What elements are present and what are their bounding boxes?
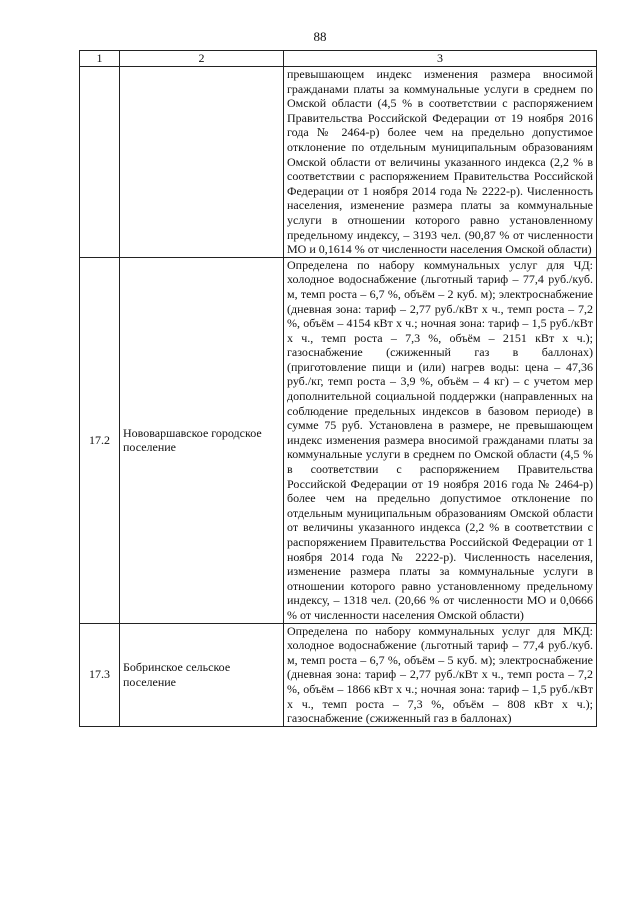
table-row <box>80 623 597 726</box>
table-header-row <box>80 51 597 67</box>
row-description-text: Определена по набору коммунальных услуг для МКД: холодное водоснабжение (льготный тариф – 77,4 руб./куб. м, темп роста – 6,7 %, объём – 5 куб. м); электроснабжение (дневная зона: тариф – 2,77 руб./кВт х ч., темп роста – 7,2 %, объём – 1866 кВт х ч.; ночная зона: тариф – 1,5 руб./кВт х ч., темп роста – 7,3 %, объём – 808 кВт х ч.); газоснабжение (сжиженный газ в баллонах) <box>287 623 593 726</box>
row-number <box>80 67 120 258</box>
table-row <box>80 67 597 258</box>
row-number: 17.2 <box>80 257 120 623</box>
column-header-text: 3 <box>284 51 597 67</box>
row-number: 17.3 <box>80 623 120 726</box>
row-description-text: Определена по набору коммунальных услуг для ЧД: холодное водоснабжение (льготный тариф – 77,4 руб./куб. м, темп роста – 6,7 %, объём – 2 куб. м); электроснабжение (дневная зона: тариф – 2,77 руб./кВт х ч., темп роста – 7,2 %, объём – 4154 кВт х ч.; ночная зона: тариф – 1,5 руб./кВт х ч., темп роста – 7,3 %, объём – 2151 кВт х ч.); газоснабжение (сжиженный газ в баллонах) (приготовление пищи и (или) нагрев воды: цена – 47,36 руб./кг, темп роста – 3,9 %, объём – 4 кг) – с учетом мер дополнительной социальной поддержки (направленных на соблюдение предельных индексов в базовом периоде) в сумме 75 руб. Установлена в размере, не превышающем индекс изменения размера вносимой гражданами платы за коммунальные услуги в среднем по Омской области (4,5 % в соответствии с распоряжением Правительства Российской Федерации от 19 ноября 2016 года № 2464-р) более чем на предельно допустимое отклонение по отдельным муниципальным образованиям Омской области от величины указанного индекса (2,2 % в соответствии с распоряжением Правительства Российской Федерации от 1 ноября 2014 года № 2222-р). Численность населения, изменение размера платы за коммунальные услуги в отношении которого равно установленному предельному индексу, – 1318 чел. (20,66 % от численности МО и 0,0666 % от численности населения Омской области) <box>287 257 593 622</box>
regulation-table <box>79 50 597 727</box>
row-description <box>284 67 597 258</box>
municipality-name <box>120 67 284 258</box>
page-number: 88 <box>313 29 327 44</box>
row-description <box>284 623 597 726</box>
column-header-name: 2 <box>120 51 284 67</box>
row-description <box>284 257 597 623</box>
column-header-number: 1 <box>80 51 120 67</box>
row-description-text: превышающем индекс изменения размера вносимой гражданами платы за коммунальные услуги в среднем по Омской области (4,5 % в соответствии с распоряжением Правительства Российской Федерации от 19 ноября 2016 года № 2464-р) более чем на предельно допустимое отклонение по отдельным муниципальным образованиям Омской области от величины указанного индекса (2,2 % в соответствии с распоряжением Правительства Российской Федерации от 1 ноября 2014 года № 2222-р). Численность населения, изменение размера платы за коммунальные услуги в отношении которого равно установленному предельному индексу, – 3193 чел. (90,87 % от численности МО и 0,1614 % от численности населения Омской области) <box>287 67 593 257</box>
municipality-name: Нововаршавское городское поселение <box>120 257 284 623</box>
municipality-name: Бобринское сельское поселение <box>120 623 284 726</box>
table-row <box>80 257 597 623</box>
